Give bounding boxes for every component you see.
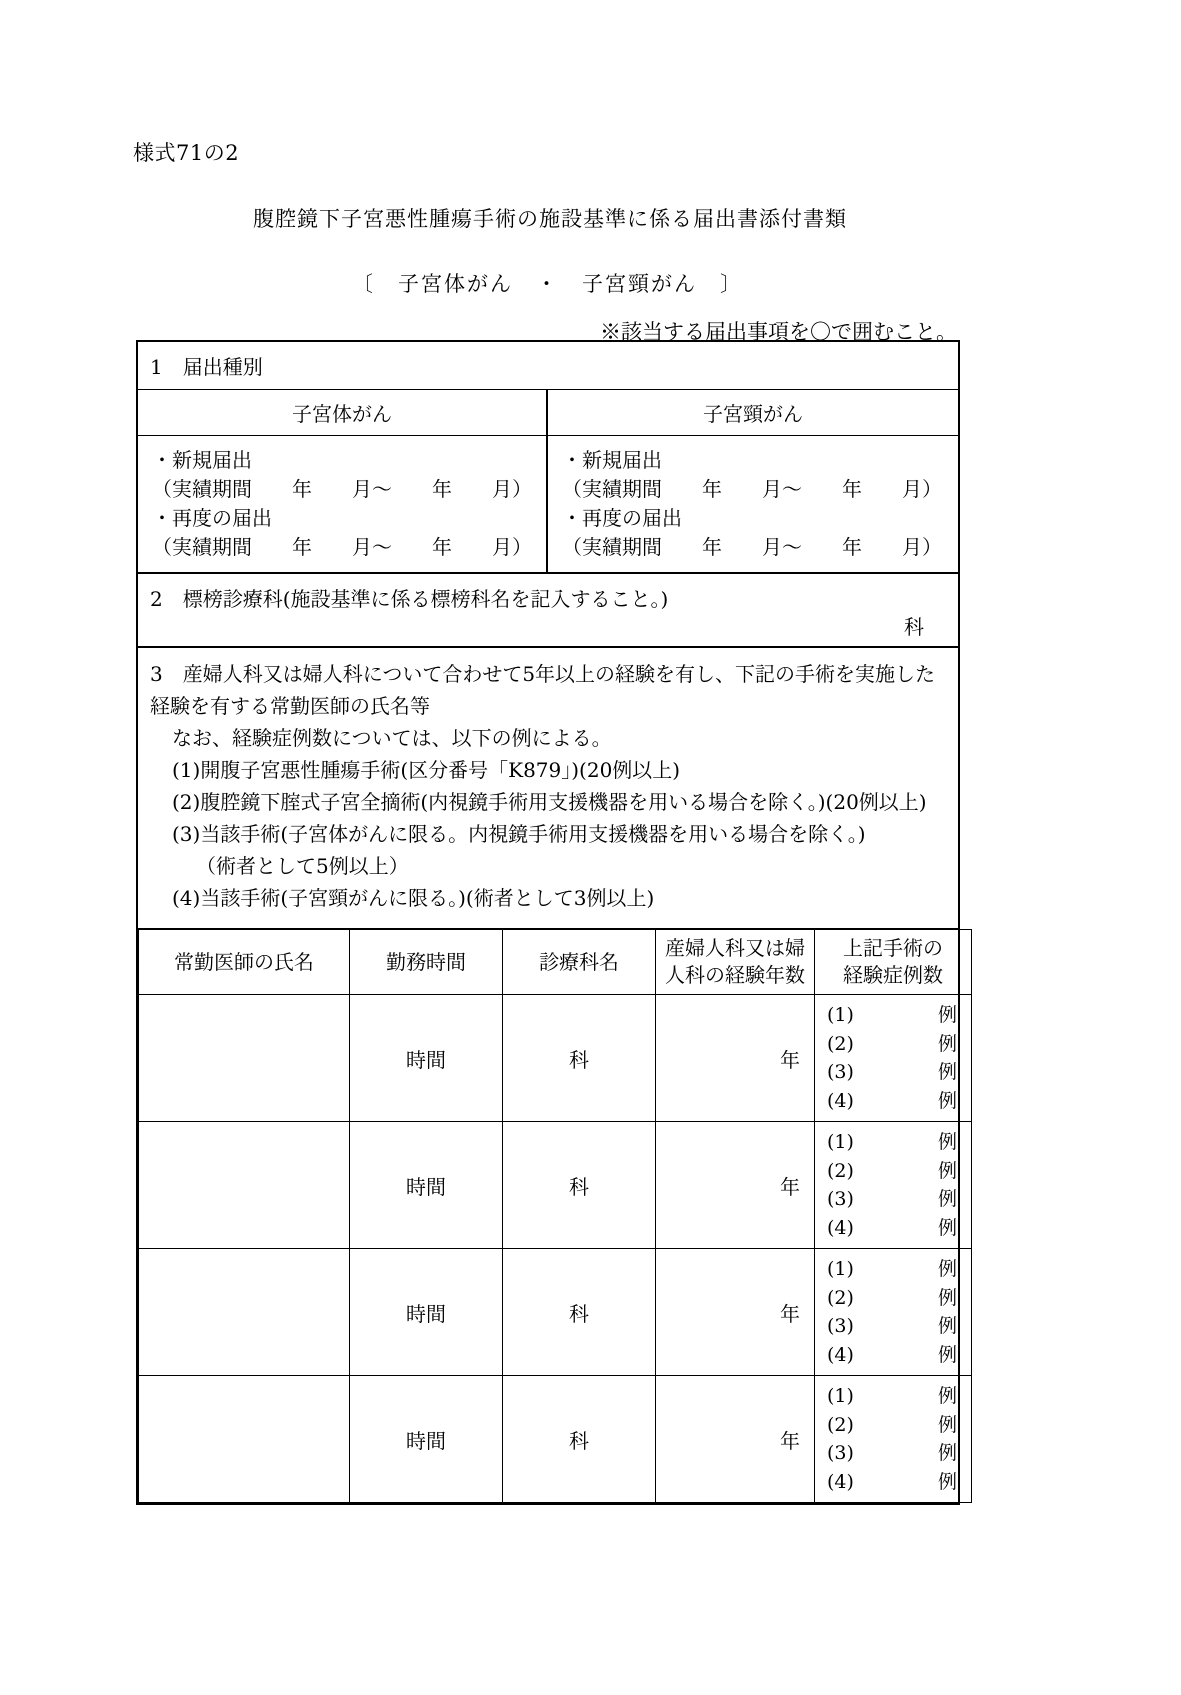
cell-doctor-name[interactable] — [139, 1376, 350, 1503]
case-count-item — [827, 1439, 971, 1468]
section2-department-unit: 科 — [904, 615, 924, 639]
section3-item-1: (1)開腹子宮悪性腫瘍手術(区分番号「K879」)(20例以上) — [172, 758, 681, 782]
case-count-list — [815, 1376, 971, 1502]
form-number: 様式71の2 — [133, 141, 240, 165]
cell-department-unit[interactable]: 科 — [503, 995, 656, 1122]
case-unit-2: 例 — [937, 1159, 957, 1182]
case-count-item — [827, 1284, 971, 1313]
category-body-corpus — [138, 436, 546, 572]
case-label-3: (3) — [827, 1315, 854, 1337]
cervix-line-2: （実績期間 年 月〜 年 月） — [562, 477, 942, 501]
case-unit-4: 例 — [937, 1216, 957, 1239]
case-unit-1: 例 — [937, 1385, 957, 1407]
cell-work-hours-unit[interactable]: 時間 — [350, 995, 503, 1122]
cell-doctor-name[interactable] — [139, 995, 350, 1122]
case-label-1: (1) — [827, 1258, 854, 1280]
cell-case-counts[interactable] — [815, 1376, 972, 1503]
category-title-cervix: 子宮頸がん — [703, 402, 803, 426]
section3-heading-line2: 経験を有する常勤医師の氏名等 — [150, 694, 430, 718]
case-count-item — [827, 1341, 971, 1370]
case-unit-2: 例 — [937, 1032, 957, 1055]
case-label-3: (3) — [827, 1188, 854, 1210]
cell-case-counts[interactable] — [815, 1122, 972, 1249]
case-unit-4: 例 — [937, 1089, 957, 1112]
case-label-1: (1) — [827, 1385, 854, 1407]
section3-item-3-sub: （術者として5例以上） — [196, 854, 409, 878]
case-count-list — [815, 1249, 971, 1375]
case-unit-3: 例 — [937, 1442, 957, 1464]
section3-item-3: (3)当該手術(子宮体がんに限る。内視鏡手術用支援機器を用いる場合を除く。) — [172, 822, 866, 846]
form-body — [136, 340, 960, 1505]
case-count-item — [827, 1001, 971, 1030]
table-row[interactable] — [139, 995, 972, 1122]
case-unit-1: 例 — [937, 1131, 957, 1153]
case-count-item — [827, 1382, 971, 1411]
doctor-table-body — [139, 995, 972, 1503]
circle-instruction-note: ※該当する届出事項を〇で囲むこと。 — [600, 320, 957, 344]
corpus-line-2: （実績期間 年 月〜 年 月） — [152, 477, 532, 501]
cell-doctor-name[interactable] — [139, 1249, 350, 1376]
col-header-case-count — [815, 930, 972, 995]
case-label-3: (3) — [827, 1061, 854, 1083]
case-count-item — [827, 1185, 971, 1214]
section3-item-2: (2)腹腔鏡下腟式子宮全摘術(内視鏡手術用支援機器を用いる場合を除く。)(20例以上) — [172, 790, 927, 814]
document-subtitle: 〔 子宮体がん ・ 子宮頸がん 〕 — [352, 272, 743, 296]
section3-lead: なお、経験症例数については、以下の例による。 — [172, 726, 612, 750]
case-label-2: (2) — [827, 1286, 854, 1309]
doctor-table — [138, 929, 972, 1503]
corpus-line-1: ・新規届出 — [152, 448, 252, 472]
case-label-1: (1) — [827, 1131, 854, 1153]
cell-doctor-name[interactable] — [139, 1122, 350, 1249]
cell-work-hours-unit[interactable]: 時間 — [350, 1249, 503, 1376]
case-unit-1: 例 — [937, 1258, 957, 1280]
section3-block — [138, 648, 958, 929]
case-unit-1: 例 — [937, 1004, 957, 1026]
col-header-case-count-line2: 経験症例数 — [843, 963, 943, 987]
case-count-item — [827, 1214, 971, 1243]
case-count-item — [827, 1468, 971, 1497]
case-count-item — [827, 1087, 971, 1116]
case-label-4: (4) — [827, 1216, 854, 1239]
section1-heading: 1 届出種別 — [138, 342, 958, 390]
cell-years-unit[interactable]: 年 — [656, 995, 815, 1122]
case-count-item — [827, 1157, 971, 1186]
col-header-case-count-line1: 上記手術の — [843, 936, 943, 960]
cell-case-counts[interactable] — [815, 1249, 972, 1376]
corpus-line-3: ・再度の届出 — [152, 506, 272, 530]
case-label-4: (4) — [827, 1089, 854, 1112]
case-count-list — [815, 1122, 971, 1248]
col-header-experience-years — [656, 930, 815, 995]
case-count-item — [827, 1058, 971, 1087]
case-unit-4: 例 — [937, 1343, 957, 1366]
table-row[interactable] — [139, 1122, 972, 1249]
case-count-list — [815, 995, 971, 1121]
section1-category-titles — [138, 390, 958, 436]
cell-years-unit[interactable]: 年 — [656, 1122, 815, 1249]
case-unit-4: 例 — [937, 1470, 957, 1493]
section3-item-4: (4)当該手術(子宮頸がんに限る。)(術者として3例以上) — [172, 886, 655, 910]
case-count-item — [827, 1411, 971, 1440]
category-body-cervix — [548, 436, 958, 572]
case-label-4: (4) — [827, 1343, 854, 1366]
section2-block — [138, 574, 958, 648]
col-header-experience-years-line2: 人科の経験年数 — [665, 963, 805, 987]
case-count-item — [827, 1255, 971, 1284]
col-header-doctor-name: 常勤医師の氏名 — [139, 930, 350, 995]
cervix-line-4: （実績期間 年 月〜 年 月） — [562, 535, 942, 559]
case-unit-3: 例 — [937, 1315, 957, 1337]
table-row[interactable] — [139, 1249, 972, 1376]
cell-years-unit[interactable]: 年 — [656, 1249, 815, 1376]
case-label-4: (4) — [827, 1470, 854, 1493]
section2-heading: 2 標榜診療科(施設基準に係る標榜科名を記入すること。) — [150, 587, 669, 611]
cell-work-hours-unit[interactable]: 時間 — [350, 1376, 503, 1503]
cell-work-hours-unit[interactable]: 時間 — [350, 1122, 503, 1249]
cervix-line-1: ・新規届出 — [562, 448, 662, 472]
case-count-item — [827, 1030, 971, 1059]
table-row[interactable] — [139, 1376, 972, 1503]
case-unit-2: 例 — [937, 1286, 957, 1309]
doctor-table-header-row — [139, 930, 972, 995]
case-unit-2: 例 — [937, 1413, 957, 1436]
col-header-experience-years-line1: 産婦人科又は婦 — [665, 936, 805, 960]
corpus-line-4: （実績期間 年 月〜 年 月） — [152, 535, 532, 559]
cell-case-counts[interactable] — [815, 995, 972, 1122]
case-label-1: (1) — [827, 1004, 854, 1026]
case-label-2: (2) — [827, 1413, 854, 1436]
case-label-2: (2) — [827, 1159, 854, 1182]
cell-department-unit[interactable]: 科 — [503, 1122, 656, 1249]
section3-heading-line1: 3 産婦人科又は婦人科について合わせて5年以上の経験を有し、下記の手術を実施した — [150, 662, 936, 686]
case-label-3: (3) — [827, 1442, 854, 1464]
col-header-department: 診療科名 — [503, 930, 656, 995]
cell-department-unit[interactable]: 科 — [503, 1376, 656, 1503]
category-title-corpus: 子宮体がん — [292, 402, 392, 426]
document-title: 腹腔鏡下子宮悪性腫瘍手術の施設基準に係る届出書添付書類 — [253, 207, 847, 231]
cervix-line-3: ・再度の届出 — [562, 506, 682, 530]
cell-years-unit[interactable]: 年 — [656, 1376, 815, 1503]
cell-department-unit[interactable]: 科 — [503, 1249, 656, 1376]
case-unit-3: 例 — [937, 1188, 957, 1210]
case-count-item — [827, 1128, 971, 1157]
col-header-work-hours: 勤務時間 — [350, 930, 503, 995]
case-unit-3: 例 — [937, 1061, 957, 1083]
section1-category-bodies — [138, 436, 958, 574]
case-label-2: (2) — [827, 1032, 854, 1055]
case-count-item — [827, 1312, 971, 1341]
